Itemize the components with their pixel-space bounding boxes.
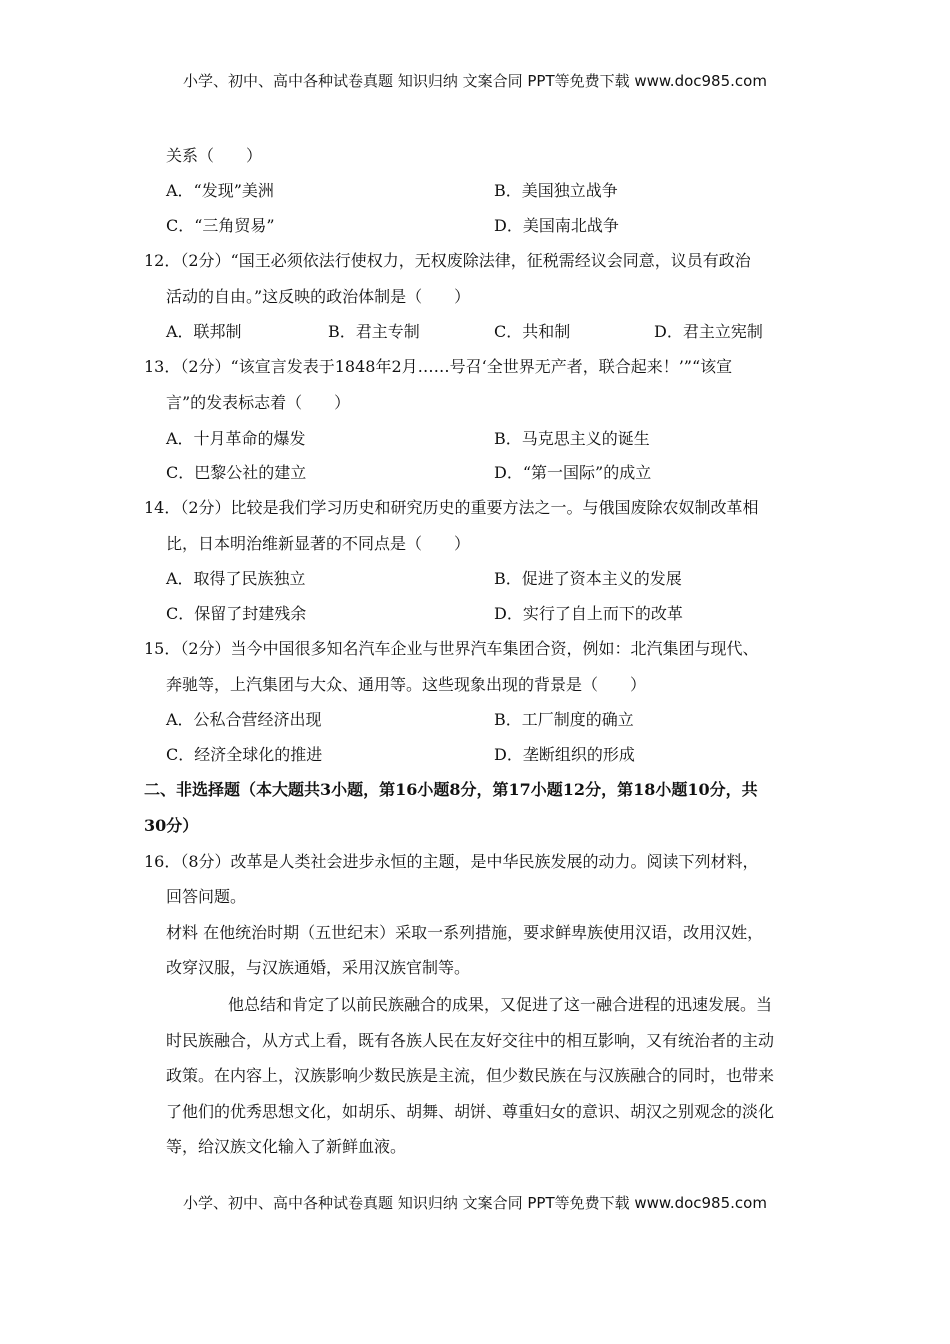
q14-option-a: A．取得了民族独立 [166, 569, 306, 588]
q14-option-c: C．保留了封建残余 [166, 604, 307, 623]
q11-option-a: A．“发现”美洲 [166, 181, 274, 200]
q13-option-a: A．十月革命的爆发 [166, 429, 306, 448]
q13-stem-line2: 言”的发表标志着（ ） [166, 393, 351, 412]
q11-stem-tail: 关系（ ） [166, 146, 263, 165]
q15-option-c: C．经济全球化的推进 [166, 745, 323, 764]
page-header: 小学、初中、高中各种试卷真题 知识归纳 文案合同 PPT等免费下载 www.doc985.com [183, 72, 767, 90]
q13-option-c: C．巴黎公社的建立 [166, 463, 307, 482]
q14-option-d: D．实行了自上而下的改革 [494, 604, 683, 623]
q12-stem-line2: 活动的自由。”这反映的政治体制是（ ） [166, 287, 471, 306]
q16-stem-line2: 回答问题。 [166, 887, 247, 906]
q11-option-c: C．“三角贸易” [166, 216, 275, 235]
q12-option-d: D．君主立宪制 [654, 322, 763, 341]
page-footer: 小学、初中、高中各种试卷真题 知识归纳 文案合同 PPT等免费下载 www.doc985.com [183, 1194, 767, 1212]
q14-stem-line2: 比，日本明治维新显著的不同点是（ ） [166, 534, 471, 553]
q16-passage-line4: 了他们的优秀思想文化，如胡乐、胡舞、胡饼、尊重妇女的意识、胡汉之别观念的淡化 [166, 1102, 775, 1121]
q13-option-b: B．马克思主义的诞生 [494, 429, 650, 448]
q14-option-b: B．促进了资本主义的发展 [494, 569, 682, 588]
q16-passage-line5: 等，给汉族文化输入了新鲜血液。 [166, 1137, 407, 1156]
section2-heading-line1: 二、非选择题（本大题共3小题，第16小题8分，第17小题12分，第18小题10分，共 [144, 780, 758, 799]
q13-stem-line1: 13．（2分）“该宣言发表于1848年2月……号召‘全世界无产者，联合起来！’”“该宣 [144, 357, 733, 376]
section2-heading-line2: 30分） [144, 816, 199, 835]
q16-stem-line1: 16．（8分）改革是人类社会进步永恒的主题，是中华民族发展的动力。阅读下列材料， [144, 852, 759, 871]
q12-option-a: A．联邦制 [166, 322, 242, 341]
q15-option-a: A．公私合营经济出现 [166, 710, 322, 729]
q15-option-b: B．工厂制度的确立 [494, 710, 634, 729]
q15-stem-line2: 奔驰等，上汽集团与大众、通用等。这些现象出现的背景是（ ） [166, 675, 647, 694]
q16-passage-line2: 时民族融合，从方式上看，既有各族人民在友好交往中的相互影响，又有统治者的主动 [166, 1031, 775, 1050]
q15-stem-line1: 15．（2分）当今中国很多知名汽车企业与世界汽车集团合资，例如：北汽集团与现代、 [144, 639, 759, 658]
q12-option-c: C．共和制 [494, 322, 571, 341]
q13-option-d: D．“第一国际”的成立 [494, 463, 652, 482]
q11-option-b: B．美国独立战争 [494, 181, 618, 200]
q15-option-d: D．垄断组织的形成 [494, 745, 635, 764]
q16-passage-line3: 政策。在内容上，汉族影响少数民族是主流，但少数民族在与汉族融合的同时，也带来 [166, 1066, 775, 1085]
q16-material-line2: 改穿汉服，与汉族通婚，采用汉族官制等。 [166, 958, 471, 977]
q12-option-b: B．君主专制 [328, 322, 420, 341]
q16-passage-line1: 他总结和肯定了以前民族融合的成果，又促进了这一融合进程的迅速发展。当 [228, 995, 773, 1014]
q16-material-line1: 材料 在他统治时期（五世纪末）采取一系列措施，要求鲜卑族使用汉语，改用汉姓， [166, 923, 764, 942]
q14-stem-line1: 14．（2分）比较是我们学习历史和研究历史的重要方法之一。与俄国废除农奴制改革相 [144, 498, 759, 517]
q12-stem-line1: 12．（2分）“国王必须依法行使权力，无权废除法律，征税需经议会同意，议员有政治 [144, 251, 751, 270]
q11-option-d: D．美国南北战争 [494, 216, 619, 235]
